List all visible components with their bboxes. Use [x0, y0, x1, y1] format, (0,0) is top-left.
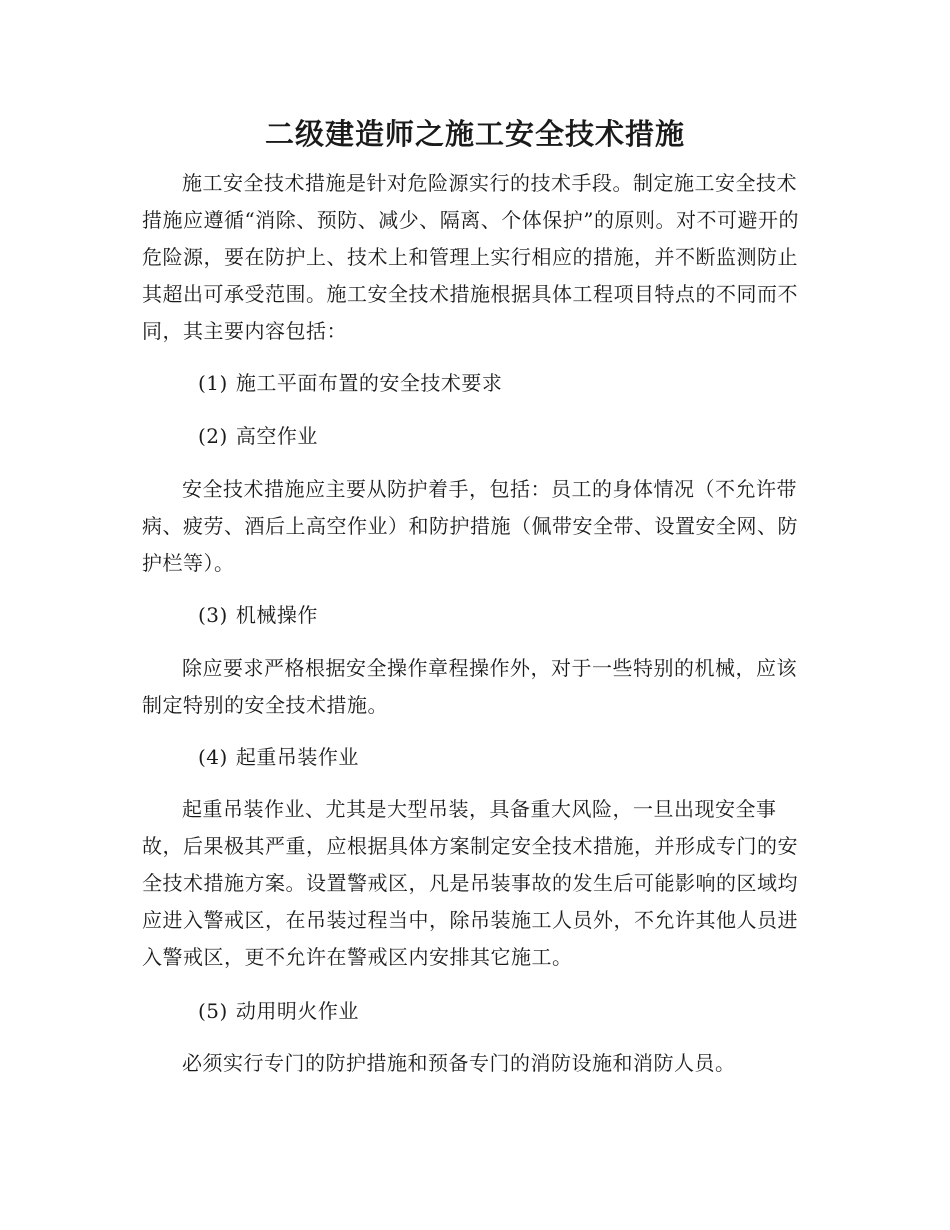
list-item-title: 起重吊装作业 — [235, 745, 359, 769]
list-item-heading — [198, 365, 798, 402]
list-item-heading — [198, 418, 798, 455]
list-item-body: 必须实行专门的防护措施和预备专门的消防设施和消防人员。 — [182, 1051, 736, 1075]
list-item-body: 起重吊装作业、尤其是大型吊装，具备重大风险，一旦出现安全事故，后果极其严重，应根据具体方案制定安全技术措施，并形成专门的安全技术措施方案。设置警戒区，凡是吊装事故的发生后可能影响的区域均应进入警戒区，在吊装过程当中，除吊装施工人员外，不允许其他人员进入警戒区，更不允许在警戒区内安排其它施工。 — [142, 797, 798, 969]
list-item-heading — [198, 739, 798, 776]
list-item-number: (4) — [198, 745, 228, 769]
list-item-number: (5) — [198, 999, 228, 1023]
list-item-body: 安全技术措施应主要从防护着手，包括：员工的身体情况（不允许带病、疲劳、酒后上高空作业）和防护措施（佩带安全带、设置安全网、防护栏等）。 — [142, 477, 798, 575]
list-item-body: 除应要求严格根据安全操作章程操作外，对于一些特别的机械，应该制定特别的安全技术措施。 — [142, 656, 797, 717]
document-title: 二级建造师之施工安全技术措施 — [264, 117, 685, 151]
list-item-number: (3) — [198, 603, 228, 627]
list-item-heading — [198, 597, 798, 634]
list-item-number: (2) — [198, 424, 228, 448]
list-item-heading — [198, 993, 798, 1030]
list-item-number: (1) — [198, 371, 228, 395]
list-item-title: 动用明火作业 — [235, 999, 359, 1023]
list-item-title: 高空作业 — [235, 424, 318, 448]
intro-paragraph: 施工安全技术措施是针对危险源实行的技术手段。制定施工安全技术措施应遵循“消除、预防、减少、隔离、个体保护”的原则。对不可避开的危险源，要在防护上、技术上和管理上实行相应的措施，并不断监测防止其超出可承受范围。施工安全技术措施根据具体工程项目特点的不同而不同，其主要内容包括： — [142, 171, 799, 343]
list-item-title: 机械操作 — [235, 603, 318, 627]
list-item-title: 施工平面布置的安全技术要求 — [235, 371, 503, 395]
